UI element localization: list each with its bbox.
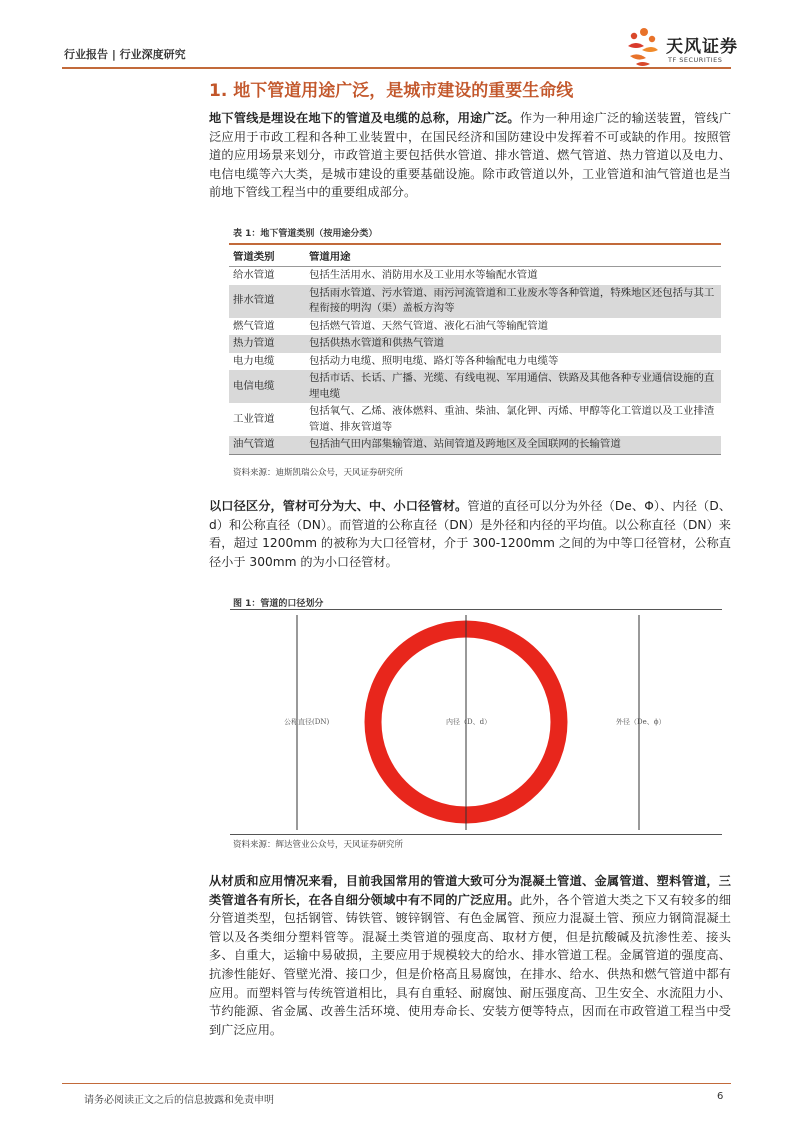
pipe-use-cell: 包括供热水管道和供热气管道 [305,335,721,353]
section-title [209,76,573,101]
paragraph-1 [209,109,731,202]
pipe-type-cell: 热力管道 [229,335,305,353]
pipe-use-cell: 包括油气田内部集输管道、站间管道及跨地区及全国联网的长输管道 [305,436,721,454]
pipe-type-cell: 给水管道 [233,269,275,281]
pipe-use-cell: 包括氧气、乙烯、液体燃料、重油、柴油、氯化钾、丙烯、甲醇等化工管道以及工业排渣管道、排灰管道等 [309,405,715,433]
pipe-use-cell: 包括生活用水、消防用水及工业用水等输配水管道 [309,269,538,281]
table-row [229,285,721,318]
header-divider [62,67,731,69]
figure-bottom-rule [230,834,722,835]
footer-divider [62,1083,731,1084]
logo [622,24,742,72]
figure-top-rule [230,609,722,610]
pipe-type-cell: 电力电缆 [233,354,275,367]
outer-diameter-label: 外径（De、ϕ） [616,718,666,726]
table-row [229,353,721,371]
table-1-source: 资料来源：迪斯凯瑞公众号，天风证券研究所 [233,468,404,478]
table-row [229,403,721,436]
pipe-diameter-figure [230,612,722,834]
table-row [229,436,721,454]
figure-1-caption: 图 1：管道的口径划分 [233,599,324,609]
column-header-use: 管道用途 [305,244,721,267]
tf-logo-icon [622,26,664,70]
report-category: 行业报告 | 行业深度研究 [64,48,186,61]
table-header-row [229,244,721,267]
paragraph-1-lead: 地下管线是埋设在地下的管道及电缆的总称，用途广泛。 [209,111,520,125]
paragraph-2-body: 管道的直径可以分为外径（De、Φ）、内径（D、d）和公称直径（DN）。而管道的公称直径（DN）是外径和内径的平均值。以公称直径（DN）来看，超过 1200mm 的被称为大口径管材，介于 300-1200mm 之间的为中等口径管材，公称直径小于 300mm 的为小口径管材。 [209,499,732,569]
pipe-use-cell: 包括市话、长话、广播、光缆、有线电视、军用通信、铁路及其他各种专业通信设施的直埋电缆 [305,370,721,403]
logo-text-en: TF SECURITIES [668,56,723,64]
figure-1-source: 资料来源：辉达管业公众号，天风证券研究所 [233,840,404,850]
nominal-diameter-label: 公称直径(DN) [284,718,330,726]
table-row [229,267,721,285]
pipe-type-cell: 燃气管道 [233,319,275,332]
section-title-text: 地下管道用途广泛，是城市建设的重要生命线 [233,81,574,101]
logo-text-cn: 天风证券 [666,37,738,57]
paragraph-3-body: 此外，各个管道大类之下又有较多的细分管道类型，包括钢管、铸铁管、镀锌钢管、有色金属管、预应力混凝土管、预应力钢筒混凝土管以及各类细分塑料管等。混凝土类管道的强度高、取材方便，但是抗酸碱及抗渗性差、接头多、自重大，运输中易破损，主要应用于规模较大的给水、排水管道工程。金属管道的强度高、抗渗性能好、管壁光滑、接口少，但是价格高且易腐蚀，在排水、给水、供热和燃气管道中都有应用。而塑料管与传统管道相比，具有自重轻、耐腐蚀、耐压强度高、卫生安全、水流阻力小、节约能源、省金属、改善生活环境、使用寿命长、安装方便等特点，因而在市政管道工程当中受到广泛应用。 [209,892,732,1037]
table-1-caption: 表 1：地下管道类别（按用途分类） [233,229,378,239]
column-header-type: 管道类别 [229,244,305,267]
pipe-category-table [229,243,721,455]
section-number: 1. [209,81,228,101]
disclaimer-text: 请务必阅读正文之后的信息披露和免责申明 [84,1095,274,1106]
table-row [229,335,721,353]
paragraph-3-lead: 从材质和应用情况来看，目前我国常用的管道大致可分为混凝土管道、金属管道、塑料管道，三类管道各有所长，在各自细分领域中有不同的广泛应用。 [209,874,731,907]
pipe-type-cell: 排水管道 [229,285,305,318]
pipe-type-cell: 工业管道 [233,412,275,425]
pipe-type-cell: 电信电缆 [229,370,305,403]
pipe-use-cell: 包括燃气管道、天然气管道、液化石油气等输配管道 [309,319,548,332]
paragraph-1-body: 作为一种用途广泛的输送装置，管线广泛应用于市政工程和各种工业装置中，在国民经济和国防建设中发挥着不可或缺的作用。按照管道的应用场景来划分，市政管道主要包括供水管道、排水管道、燃气管道、热力管道以及电力、电信电缆等六大类，是城市建设的重要基础设施。除市政管道以外，工业管道和油气管道也是当前地下管线工程当中的重要组成部分。 [209,111,732,200]
inner-diameter-label: 内径（D、d） [446,718,492,726]
pipe-use-cell: 包括动力电缆、照明电缆、路灯等各种输配电力电缆等 [309,354,559,367]
paragraph-2 [209,497,731,571]
table-row [229,370,721,403]
pipe-type-cell: 油气管道 [229,436,305,454]
pipe-use-cell: 包括雨水管道、污水管道、雨污河流管道和工业废水等各种管道，特殊地区还包括与其工程衔接的明沟（渠）盖板方沟等 [305,285,721,318]
table-row [229,318,721,336]
paragraph-3 [209,872,731,1039]
page-number: 6 [717,1091,724,1102]
paragraph-2-lead: 以口径区分，管材可分为大、中、小口径管材。 [209,499,468,513]
